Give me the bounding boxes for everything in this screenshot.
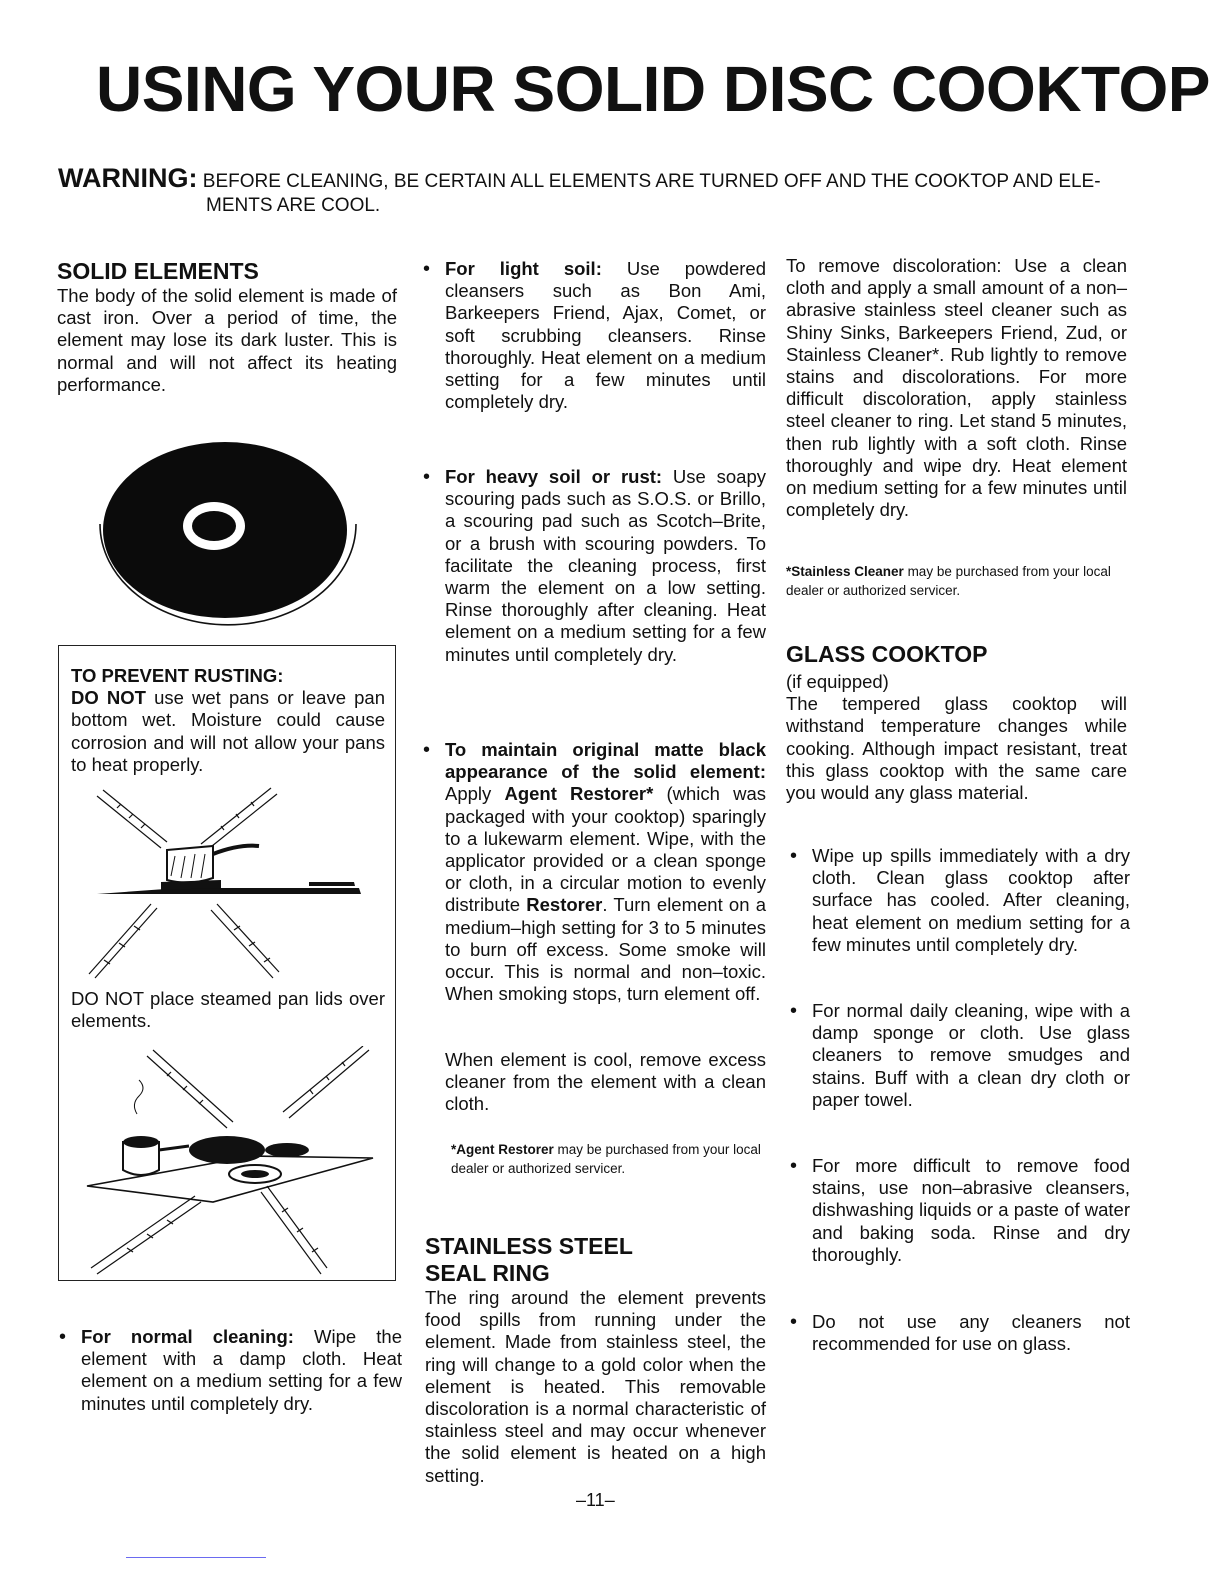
agent-restorer-note-label: *Agent Restorer [451,1142,554,1157]
glass-bullet-text: For more difficult to remove food stains, use non–abrasive cleansers, dishwashing liquids or a paste of water and baking soda. Rinse and dry thoroughly. [812,1155,1130,1265]
heavy-soil-item [421,466,766,666]
bottom-rule [126,1557,266,1558]
do-not-emphasis: DO NOT [71,687,146,709]
solid-elements-heading: SOLID ELEMENTS [57,258,259,284]
prevent-rusting-body: use wet pans or leave pan bottom wet. Moisture could cause corrosion and will not allow your pans to heat properly. [71,687,385,775]
bullet-dot: • [423,739,431,761]
bullet-dot: • [790,845,798,867]
stainless-steel-body: The ring around the element prevents food spills from running under the element. Made from stainless steel, the ring will change to a gold color when the element is heated. This removable discoloration is a normal characteristic of stainless steel and may occur whenever the solid element is heated on a high setting. [425,1287,766,1486]
discoloration-text: To remove discoloration: Use a clean cloth and apply a small amount of a non–abrasive stainless steel cleaner such as Shiny Sinks, Barkeepers Friend, Zud, or Stainless Cleaner*. Rub lightly to remove stains and discolorations. For more difficult discoloration, apply stainless steel cleaner to ring. Let stand 5 minutes, then rub lightly with a soft cloth. Rinse thoroughly and wipe dry. Heat element on medium setting for a few minutes until completely dry. [786,255,1127,521]
warning-text-continued: MENTS ARE COOL. [206,195,381,216]
heavy-soil-text: Use soapy scouring pads such as S.O.S. or Brillo, a scouring pad such as Scotch–Brite, or a brush with scouring powders. To facilitate the cleaning process, first warm the element on a low setting. Rinse thoroughly after cleaning. Heat element on a medium setting for a few minutes until completely dry. [445,466,767,665]
seal-ring-heading: SEAL RING [425,1260,550,1286]
glass-bullet-1 [788,845,1130,956]
agent-restorer-emphasis: Agent Restorer* [504,783,654,805]
lids-caption-text: DO NOT place steamed pan lids over elements. [71,988,385,1032]
pan-lid-illustration [77,1046,377,1276]
agent-restorer-footnote [451,1140,771,1178]
glass-bullet-4 [788,1311,1130,1355]
warning-text: BEFORE CLEANING, BE CERTAIN ALL ELEMENTS ARE TURNED OFF AND THE COOKTOP AND ELE- [202,171,1101,192]
stainless-cleaner-note-text: may be purchased from your local dealer or authorized servicer. [786,564,1111,598]
cool-element-text: When element is cool, remove excess cleaner from the element with a clean cloth. [445,1049,766,1115]
solid-elements-body: The body of the solid element is made of cast iron. Over a period of time, the element may lose its dark luster. This is normal and will not affect its heating performance. [57,285,397,395]
glass-cooktop-body: The tempered glass cooktop will withstand temperature changes while cooking. Although impact resistant, treat this glass cooktop with the same care you would any glass material. [786,693,1127,804]
normal-cleaning-text: Wipe the element with a damp cloth. Heat element on a medium setting for a few minutes until completely dry. [81,1326,402,1414]
prevent-rusting-heading: TO PREVENT RUSTING: [71,665,284,686]
glass-bullet-3 [788,1155,1130,1266]
normal-cleaning-label: For normal cleaning: [81,1326,294,1347]
bullet-dot: • [59,1326,67,1348]
warning-notice [58,163,1168,218]
glass-cooktop-heading: GLASS COOKTOP [786,641,988,667]
matte-text-3: . Turn element on a medium–high setting for 3 to 5 minutes to burn off excess. Some smoke will occur. This is normal and non–toxic. When smoking stops, turn element off. [445,894,766,1005]
agent-restorer-note-text: may be purchased from your local dealer or authorized servicer. [451,1142,761,1176]
glass-cooktop-section [786,641,1127,804]
page-title: USING YOUR SOLID DISC COOKTOP [96,53,1210,125]
stainless-cleaner-note-label: *Stainless Cleaner [786,564,904,579]
warning-label: WARNING: [58,163,198,193]
stainless-steel-heading: STAINLESS STEEL [425,1233,633,1259]
bullet-dot: • [423,258,431,280]
stainless-cleaner-footnote [786,562,1136,600]
stainless-steel-section [425,1233,766,1487]
bullet-dot: • [790,1000,798,1022]
cool-element-paragraph [445,1049,766,1116]
wet-pan-illustration [79,786,379,986]
matte-finish-label: To maintain original matte black appearance of the solid element: [445,739,766,783]
solid-elements-section [57,258,397,396]
glass-bullet-text: Wipe up spills immediately with a dry cloth. Clean glass cooktop after surface has cooled. After cleaning, heat element on medium setting for a few minutes until completely dry. [812,845,1130,955]
heavy-soil-label: For heavy soil or rust: [445,466,663,487]
glass-bullet-2 [788,1000,1130,1111]
page-number: –11– [576,1490,615,1510]
prevent-rusting-box [58,645,396,1281]
glass-bullet-text: For normal daily cleaning, wipe with a damp sponge or cloth. Use glass cleaners to remove smudges and stains. Buff with a clean dry cloth or paper towel. [812,1000,1130,1110]
prevent-rusting-text [71,665,385,776]
glass-cooktop-subheading: (if equipped) [786,671,889,692]
glass-bullet-text: Do not use any cleaners not recommended for use on glass. [812,1311,1130,1355]
restorer-emphasis: Restorer [526,894,603,916]
light-soil-label: For light soil: [445,258,602,279]
light-soil-item [421,258,766,413]
solid-element-illustration [92,440,360,652]
normal-cleaning-item [57,1326,402,1415]
bullet-dot: • [790,1311,798,1333]
bullet-dot: • [790,1155,798,1177]
matte-text-1: Apply [445,783,505,805]
discoloration-paragraph [786,255,1127,521]
matte-text-2: (which was packaged with your cooktop) sparingly to a lukewarm element. Wipe, with the applicator provided or a clean sponge or cloth, in a circular motion to evenly distribute [445,783,767,916]
matte-finish-item [421,739,766,1005]
bullet-dot: • [423,466,431,488]
lids-caption [71,988,385,1032]
light-soil-text: Use powdered cleansers such as Bon Ami, Barkeepers Friend, Ajax, Comet, or soft scrubbing cleansers. Rinse thoroughly. Heat element on a medium setting for a few minutes until completely dry. [445,258,766,413]
